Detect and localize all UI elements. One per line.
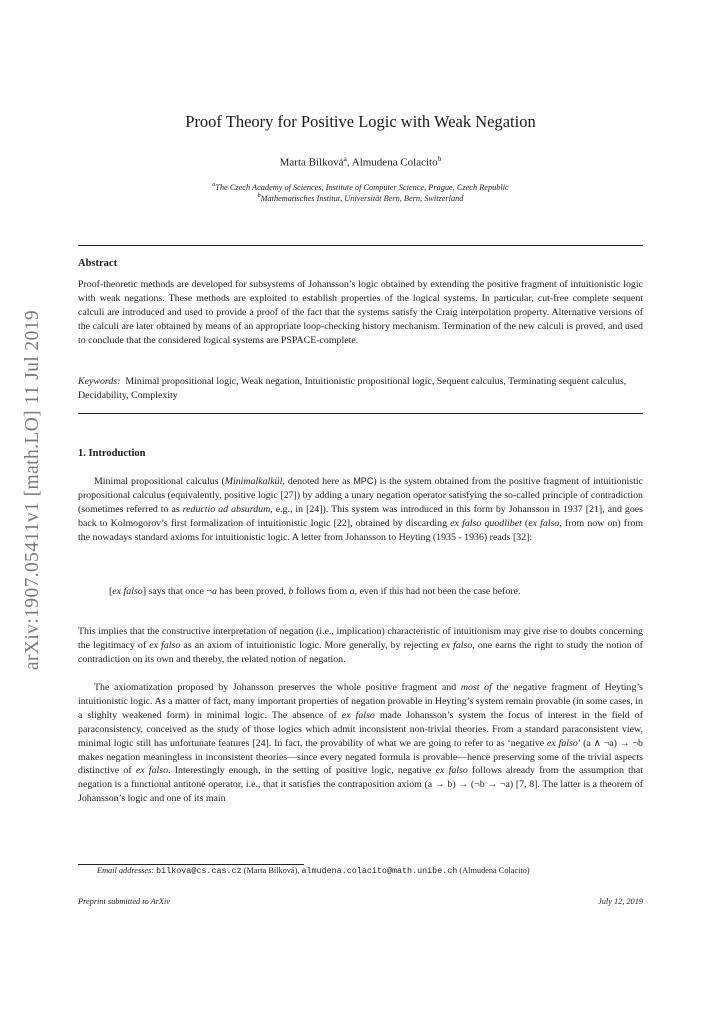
text-run: ex falso xyxy=(149,639,181,651)
keywords-label: Keywords: xyxy=(78,376,121,387)
text-run: The axiomatization proposed by Johansson preserves the whole positive fragment and xyxy=(94,682,461,693)
footnote-author: (Almudena Colacito) xyxy=(457,866,530,875)
text-run: ex falso quodlibet xyxy=(450,517,522,529)
abstract-top-rule xyxy=(78,245,643,246)
text-run: , one earns the right to study the notion of contradiction on its own and thereby, the related notion of negation. xyxy=(78,639,643,665)
author-name: Almudena Colacito xyxy=(351,156,438,169)
text-run: most of xyxy=(460,682,492,693)
text-run: ex falso xyxy=(435,765,468,777)
footnote-rule xyxy=(78,864,304,865)
text-run: ex falso xyxy=(441,639,473,651)
text-run: ex falso xyxy=(528,517,560,529)
text-run: reductio ad absurdum xyxy=(182,503,271,515)
text-run: ’ (a ∧ ¬a) → ¬b makes negation meaningless in inconsistent theories—since every negated formula is provable—hence preserving some of the trivial aspects distinctive of xyxy=(78,737,643,777)
author-list xyxy=(78,154,643,169)
text-run: follows from xyxy=(293,586,350,597)
text-run: ) is the system obtained from the positive fragment of intuitionistic propositional calculus (equivalently, positive logic [27]) by adding a unary negation operator satisfying the so-called principle of contradiction (sometimes referred to as xyxy=(78,476,643,515)
text-run: has been proved, xyxy=(216,586,289,597)
text-run: , even if this had not been the case before. xyxy=(354,586,521,597)
paragraph xyxy=(78,681,643,806)
author-name: Marta Bílková xyxy=(279,156,344,169)
text-run: ex falso xyxy=(341,709,375,721)
text-run: ex falso xyxy=(135,765,169,777)
text-run: b xyxy=(288,586,294,597)
affiliation-mark: a xyxy=(343,154,347,163)
text-run: [ xyxy=(109,586,113,597)
text-run: a xyxy=(211,586,217,597)
text-run: , denoted here as xyxy=(282,476,354,487)
text-run: , from now on) from the nowadays standard axioms for intuitionistic logic. A letter from Johansson to Heyting (1935 - 1936) reads [32]: xyxy=(78,517,644,543)
paper-title: Proof Theory for Positive Logic with Weak Negation xyxy=(185,112,536,131)
abstract-heading: Abstract xyxy=(78,258,118,269)
text-run: This implies that the constructive interpretation of negation (i.e., implication) characteristic of intuitionism may give rise to doubts concerning the legitimacy of xyxy=(78,626,643,651)
author-separator: , xyxy=(346,156,352,169)
text-run: ex falso xyxy=(546,737,578,749)
text-run: MPC xyxy=(353,476,374,486)
text-run: a xyxy=(349,586,355,597)
email-address[interactable]: almudena.colacito@math.unibe.ch xyxy=(301,866,458,876)
text-run: Minimal propositional calculus ( xyxy=(94,476,225,487)
affiliation-mark: b xyxy=(257,193,261,199)
text-run: , e.g., in [24]). This system was introduced in this form by Johansson in 1937 [21], and goes back to Kolmogorov’s first formalization of intuitionistic logic [22], obtained by discarding xyxy=(78,503,643,529)
submission-date: July 12, 2019 xyxy=(598,897,643,906)
affiliation-mark: b xyxy=(437,154,442,163)
affiliation-mark: a xyxy=(212,182,216,188)
affiliation-text: Mathematisches Institut, Universität Bern, Bern, Switzerland xyxy=(260,193,464,203)
footnote-label: Email addresses: xyxy=(97,866,155,875)
email-address[interactable]: bilkova@cs.cas.cz xyxy=(156,866,242,876)
paragraph xyxy=(78,475,643,545)
text-run: as an axiom of intuitionistic logic. More generally, by rejecting xyxy=(180,639,442,651)
text-run: ( xyxy=(521,517,529,529)
text-run: ] says that once ¬ xyxy=(142,586,212,597)
text-run: follows already from the assumption that negation is a functional antitone operator, i.e., that it satisfies the contraposition axiom (a → b) → (¬b → ¬a) [7, 8]. The latter is a theorem of Johansson’s logic and one of its main xyxy=(78,765,643,805)
footnote-email-addresses xyxy=(97,866,530,876)
footnote-author: (Marta Bílková), xyxy=(241,866,302,875)
keywords xyxy=(78,375,643,403)
abstract-bottom-rule xyxy=(78,413,643,414)
text-run: Minimalkalkül xyxy=(224,476,283,487)
text-run: made Johansson’s system the focus of interest in the field of paraconsistency, conceived as the study of those logics which admit inconsistent non-trivial theories. From a standard paraconsistent view, minimal logic still has unfortunate features [24]. In fact, the provability of what we are going to refer to as ‘negative xyxy=(78,709,643,749)
text-run: the negative fragment of Heyting’s intuitionistic logic. As a matter of fact, many important properties of negation provable in Heyting’s system remain provable (in some cases, in a slighlty weakened form) in minimal logic. The absence of xyxy=(78,682,643,721)
text-run: ex falso xyxy=(112,586,143,597)
preprint-notice: Preprint submitted to ArXiv xyxy=(78,897,170,906)
text-run: . Interestingly enough, in the setting of positive logic, negative xyxy=(168,765,436,777)
section-heading-introduction: 1. Introduction xyxy=(78,448,146,459)
abstract-body: Proof-theoretic methods are developed for subsystems of Johansson’s logic obtained by extending the positive fragment of intuitionistic logic with weak negations. These methods are exploited to establish properties of the logical systems. In particular, cut-free complete sequent calculi are introduced and used to provide a proof of the fact that the systems satisfy the Craig interpolation property. Alternative versions of the calculi are later obtained by means of an appropriate loop-checking history mechanism. Termination of the new calculi is proved, and used to conclude that the considered logical systems are PSPACE-complete. xyxy=(78,279,643,347)
affiliation xyxy=(78,191,643,204)
keywords-list: Minimal propositional logic, Weak negation, Intuitionistic propositional logic, Sequent calculus, Terminating sequent calculus, Decidability, Complexity xyxy=(78,376,627,402)
paragraph xyxy=(78,625,643,667)
block-quote xyxy=(109,585,619,599)
affiliation-text: The Czech Academy of Sciences, Institute of Computer Science, Prague, Czech Republic xyxy=(215,182,509,192)
arxiv-identifier-stamp: arXiv:1907.05411v1 [math.LO] 11 Jul 2019 xyxy=(22,309,43,671)
